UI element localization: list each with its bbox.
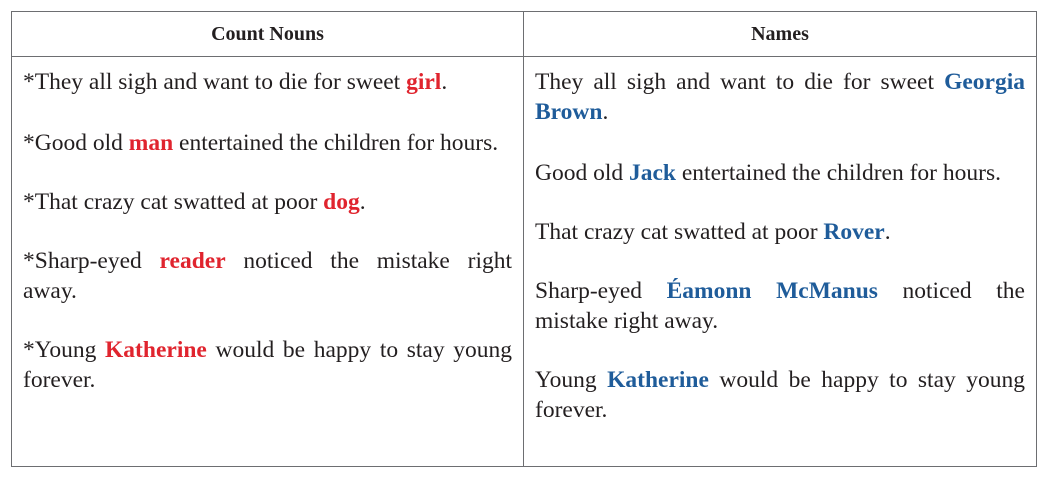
name-example-2: Good old Jack entertained the children for hours. [535, 160, 1001, 186]
body-row [12, 57, 1037, 467]
name-example-1: They all sigh and want to die for sweet Georgia Brown. [535, 69, 1025, 125]
count-noun-example-3: *That crazy cat swatted at poor dog. [23, 189, 366, 215]
name-highlight: Georgia Brown [535, 69, 1025, 125]
names-column [524, 57, 1037, 467]
name-example-3: That crazy cat swatted at poor Rover. [535, 219, 891, 245]
name-highlight: Jack [629, 160, 676, 186]
comparison-table [11, 11, 1037, 467]
header-row [12, 12, 1037, 57]
count-noun-example-4: *Sharp-eyed reader noticed the mistake right away. [23, 248, 512, 304]
count-nouns-column [12, 57, 524, 467]
count-noun-highlight: Katherine [105, 337, 207, 363]
count-noun-example-2: *Good old man entertained the children for hours. [23, 130, 499, 156]
header-names: Names [524, 12, 1037, 57]
count-noun-example-5: *Young Katherine would be happy to stay young forever. [23, 337, 513, 393]
name-highlight: Katherine [607, 367, 709, 393]
header-count-nouns: Count Nouns [12, 12, 524, 57]
count-noun-highlight: dog [323, 189, 360, 215]
count-noun-highlight: man [128, 130, 174, 156]
name-highlight: Rover [823, 219, 885, 245]
name-example-4: Sharp-eyed Éamonn McManus noticed the mistake right away. [535, 278, 1025, 334]
name-highlight: Éamonn McManus [666, 278, 878, 304]
count-noun-highlight: girl [406, 69, 442, 95]
name-example-5: Young Katherine would be happy to stay young forever. [535, 367, 1025, 423]
count-noun-example-1: *They all sigh and want to die for sweet girl. [23, 69, 448, 95]
count-noun-highlight: reader [159, 248, 226, 274]
